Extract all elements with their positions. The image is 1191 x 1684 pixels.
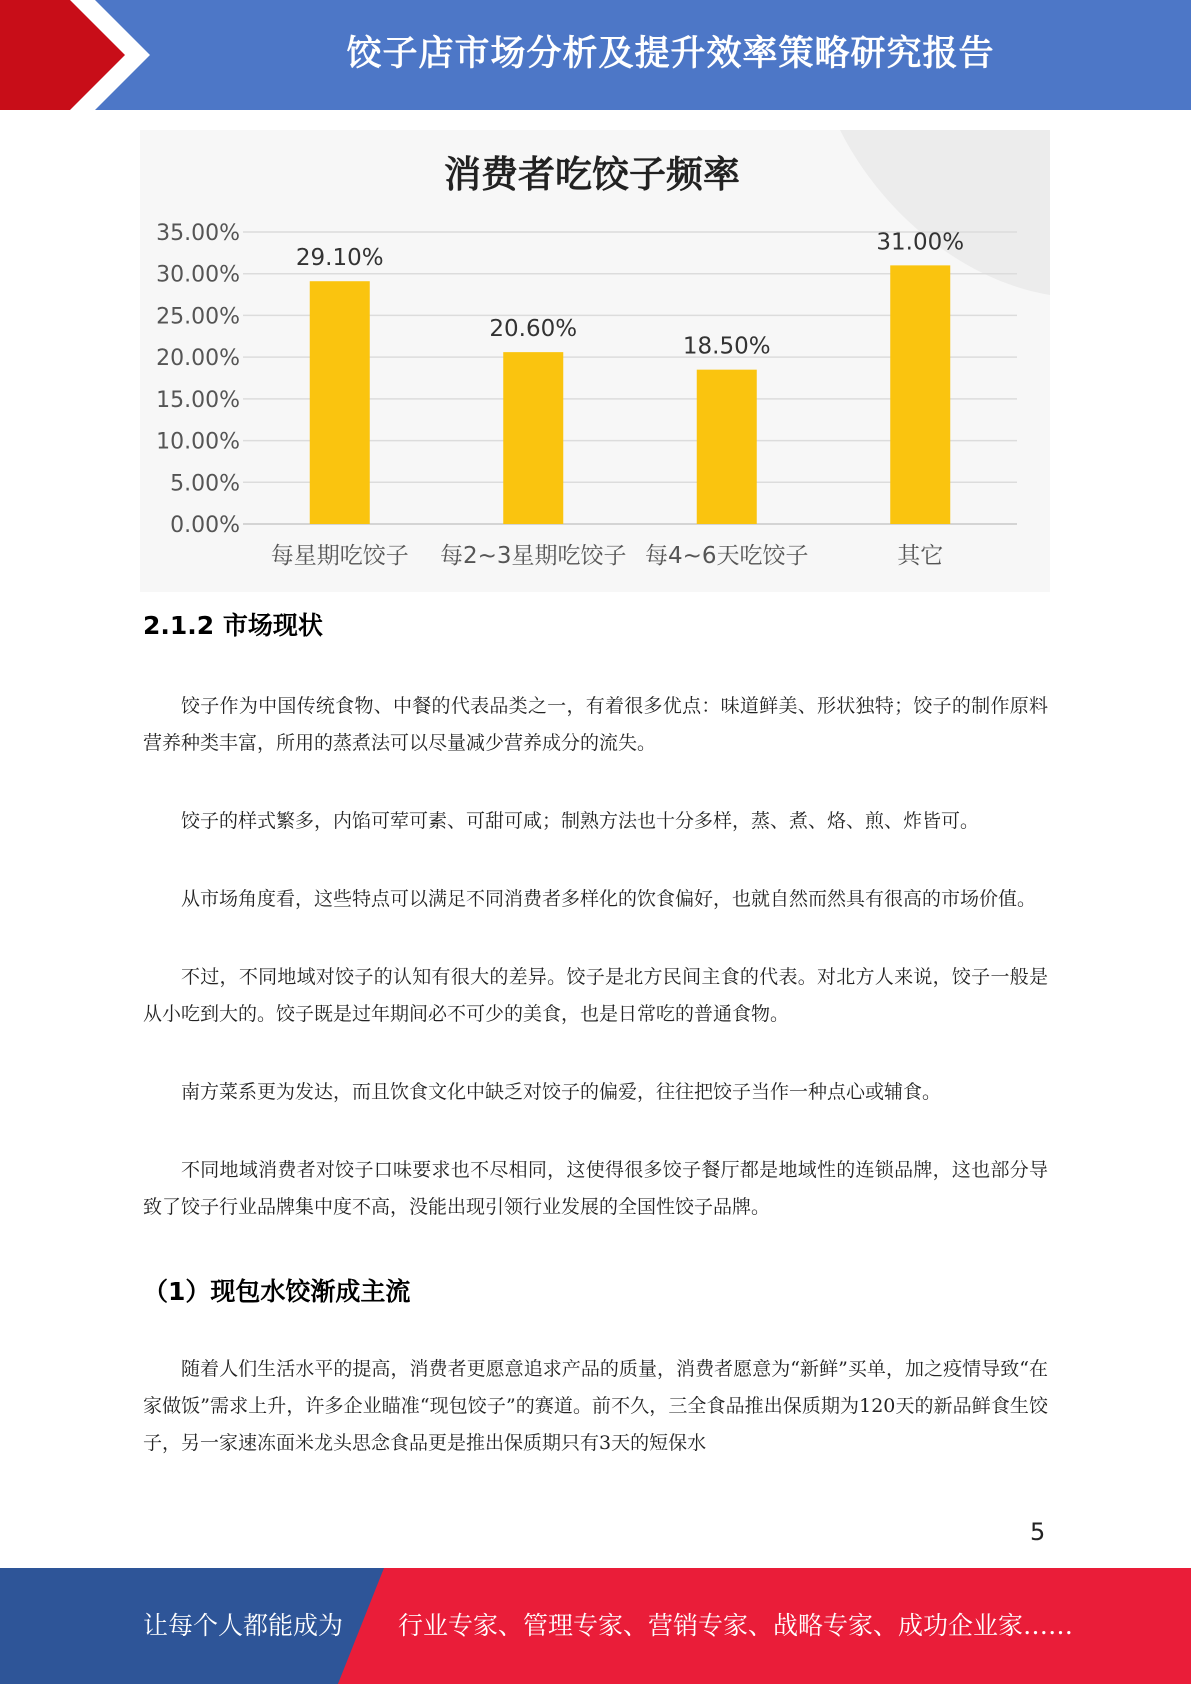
y-tick-label: 10.00% — [156, 429, 240, 455]
paragraph-7: 随着人们生活水平的提高，消费者更愿意追求产品的质量，消费者愿意为“新鲜”买单，加之疫情导致“在家做饭”需求上升，许多企业瞄准“现包饺子”的赛道。前不久，三全食品推出保质期为120天的新品鲜食生饺子，另一家速冻面米龙头思念食品更是推出保质期只有3天的短保水 — [143, 1358, 1048, 1454]
y-tick-label: 20.00% — [156, 346, 240, 372]
bar — [890, 265, 950, 524]
frequency-chart — [140, 130, 1050, 592]
bar-chart-svg — [140, 130, 1050, 592]
page-footer — [0, 1568, 1191, 1684]
data-label: 31.00% — [876, 229, 965, 256]
page-header — [0, 0, 1191, 110]
chart-title: 消费者吃饺子频率 — [444, 152, 740, 196]
y-tick-label: 30.00% — [156, 262, 240, 288]
bar — [503, 352, 563, 524]
y-axis-ticks — [156, 221, 240, 538]
data-label: 20.60% — [489, 316, 578, 343]
bar — [697, 370, 757, 524]
x-category-label: 每4~6天吃饺子 — [644, 543, 809, 569]
paragraph-4: 不过，不同地域对饺子的认知有很大的差异。饺子是北方民间主食的代表。对北方人来说，饺子一般是从小吃到大的。饺子既是过年期间必不可少的美食，也是日常吃的普通食物。 — [143, 966, 1048, 1025]
footer-slogan-right: 行业专家、管理专家、营销专家、战略专家、成功企业家…… — [398, 1611, 1074, 1640]
bar — [310, 281, 370, 524]
data-label: 18.50% — [682, 333, 771, 360]
y-tick-label: 15.00% — [156, 387, 240, 413]
y-tick-label: 5.00% — [170, 471, 240, 497]
footer-slogan-left: 让每个人都能成为 — [143, 1611, 344, 1640]
x-axis-categories — [271, 543, 944, 569]
report-title: 饺子店市场分析及提升效率策略研究报告 — [346, 34, 995, 74]
paragraph-3: 从市场角度看，这些特点可以满足不同消费者多样化的饮食偏好，也就自然而然具有很高的市场价值。 — [181, 888, 1037, 910]
paragraph-6: 不同地域消费者对饺子口味要求也不尽相同，这使得很多饺子餐厅都是地域性的连锁品牌，这也部分导致了饺子行业品牌集中度不高，没能出现引领行业发展的全国性饺子品牌。 — [143, 1159, 1048, 1218]
x-category-label: 每星期吃饺子 — [270, 543, 409, 569]
section-heading: 2.1.2 市场现状 — [143, 611, 323, 640]
paragraph-5: 南方菜系更为发达，而且饮食文化中缺乏对饺子的偏爱，往往把饺子当作一种点心或辅食。 — [181, 1081, 942, 1103]
bars — [310, 265, 951, 524]
data-label: 29.10% — [295, 245, 384, 272]
y-tick-label: 25.00% — [156, 304, 240, 330]
main-content — [143, 598, 1048, 1503]
y-tick-label: 35.00% — [156, 221, 240, 246]
header-arrow-decoration — [0, 0, 160, 110]
data-labels — [296, 229, 964, 359]
page-number: 5 — [1030, 1518, 1046, 1546]
x-category-label: 其它 — [897, 543, 944, 569]
paragraph-1: 饺子作为中国传统食物、中餐的代表品类之一，有着很多优点：味道鲜美、形状独特；饺子的制作原料营养种类丰富，所用的蒸煮法可以尽量减少营养成分的流失。 — [143, 695, 1048, 754]
y-tick-label: 0.00% — [170, 513, 240, 538]
paragraph-2: 饺子的样式繁多，内馅可荤可素、可甜可咸；制熟方法也十分多样，蒸、煮、烙、煎、炸皆可。 — [181, 810, 980, 832]
x-category-label: 每2~3星期吃饺子 — [439, 543, 627, 569]
sub-heading: （1）现包水饺渐成主流 — [143, 1277, 411, 1306]
